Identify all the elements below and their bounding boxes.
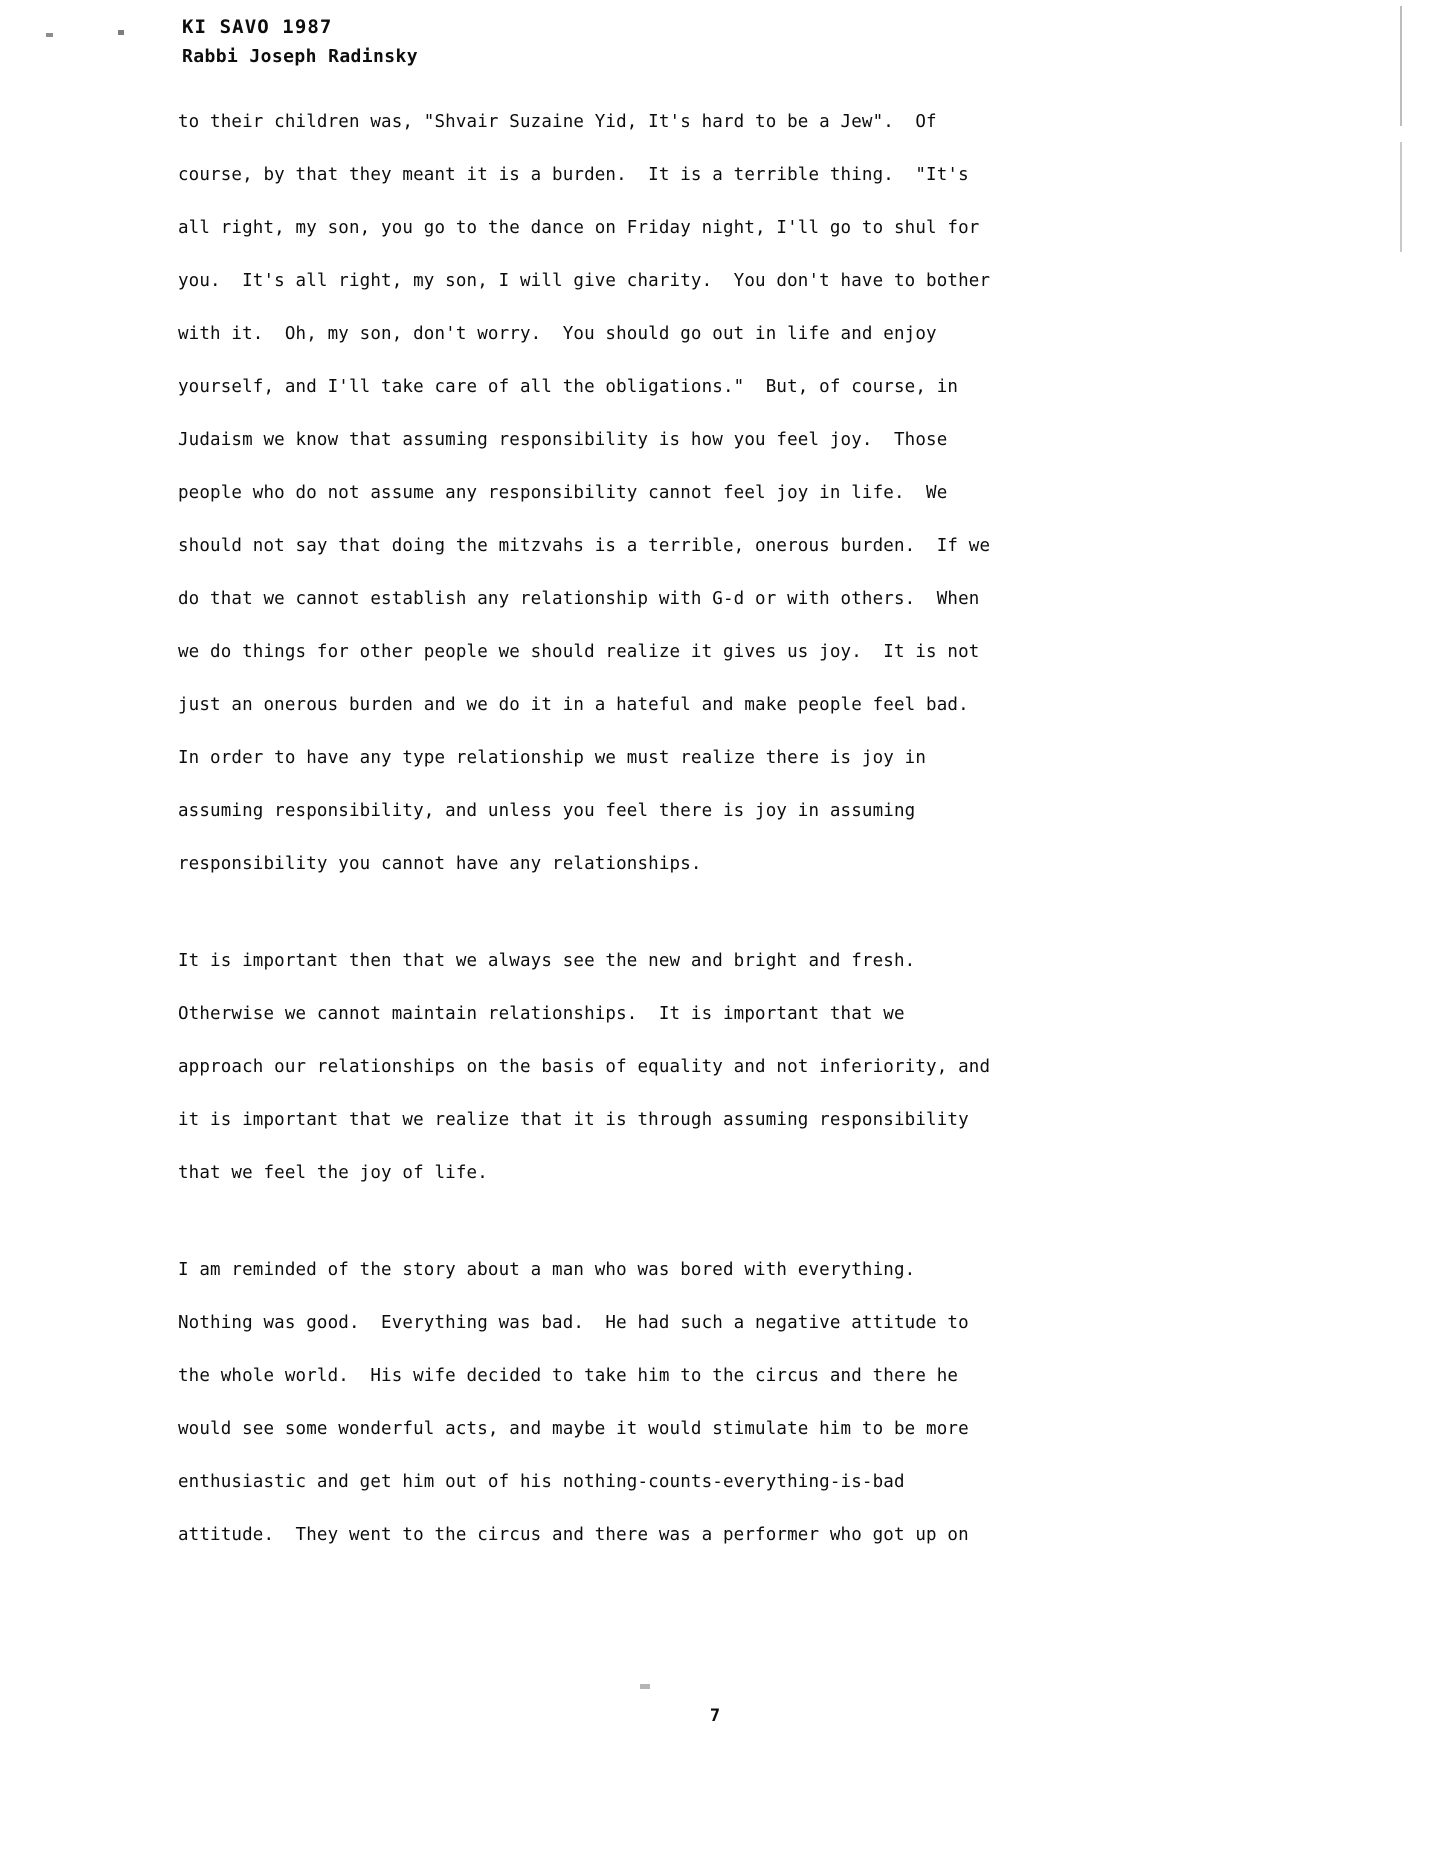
- text-line: Judaism we know that assuming responsibility is how you feel joy. Those: [178, 430, 948, 450]
- text-line: that we feel the joy of life.: [178, 1163, 488, 1183]
- text-line: with it. Oh, my son, don't worry. You should go out in life and enjoy: [178, 324, 937, 344]
- text-line: do that we cannot establish any relationship with G-d or with others. When: [178, 589, 980, 609]
- scan-artifact-right-rule-2: [1400, 142, 1402, 252]
- scan-artifact-right-rule: [1400, 6, 1402, 126]
- text-line: you. It's all right, my son, I will give charity. You don't have to bother: [178, 271, 991, 291]
- text-line: should not say that doing the mitzvahs is a terrible, onerous burden. If we: [178, 536, 991, 556]
- text-line: Otherwise we cannot maintain relationships. It is important that we: [178, 1004, 905, 1024]
- scan-artifact-dot-left-2: [118, 30, 124, 35]
- text-line: the whole world. His wife decided to take him to the circus and there he: [178, 1366, 959, 1386]
- text-line: we do things for other people we should realize it gives us joy. It is not: [178, 642, 980, 662]
- text-line: responsibility you cannot have any relationships.: [178, 854, 702, 874]
- text-line: approach our relationships on the basis of equality and not inferiority, and: [178, 1057, 991, 1077]
- text-line: to their children was, "Shvair Suzaine Yid, It's hard to be a Jew". Of: [178, 112, 937, 132]
- document-body: [178, 96, 1248, 1562]
- text-line: all right, my son, you go to the dance on Friday night, I'll go to shul for: [178, 218, 980, 238]
- paragraph: [178, 1244, 1248, 1562]
- text-line: it is important that we realize that it is through assuming responsibility: [178, 1110, 969, 1130]
- paragraph: [178, 935, 1248, 1200]
- text-line: assuming responsibility, and unless you feel there is joy in assuming: [178, 801, 916, 821]
- scan-artifact-bottom-tick: [640, 1684, 650, 1689]
- text-line: would see some wonderful acts, and maybe it would stimulate him to be more: [178, 1419, 969, 1439]
- document-title: KI SAVO 1987: [182, 16, 333, 38]
- text-line: people who do not assume any responsibility cannot feel joy in life. We: [178, 483, 948, 503]
- document-author: Rabbi Joseph Radinsky: [182, 45, 418, 67]
- text-line: In order to have any type relationship we must realize there is joy in: [178, 748, 927, 768]
- text-line: yourself, and I'll take care of all the obligations." But, of course, in: [178, 377, 959, 397]
- text-line: Nothing was good. Everything was bad. He had such a negative attitude to: [178, 1313, 969, 1333]
- text-line: just an onerous burden and we do it in a hateful and make people feel bad.: [178, 695, 969, 715]
- text-line: attitude. They went to the circus and there was a performer who got up on: [178, 1525, 969, 1545]
- document-header: [182, 14, 418, 70]
- scan-artifact-dot-left: [46, 33, 53, 37]
- page-number: 7: [709, 1706, 721, 1726]
- text-line: It is important then that we always see the new and bright and fresh.: [178, 951, 916, 971]
- text-line: course, by that they meant it is a burden. It is a terrible thing. "It's: [178, 165, 969, 185]
- text-line: I am reminded of the story about a man who was bored with everything.: [178, 1260, 916, 1280]
- paragraph: [178, 96, 1248, 891]
- text-line: enthusiastic and get him out of his nothing-counts-everything-is-bad: [178, 1472, 905, 1492]
